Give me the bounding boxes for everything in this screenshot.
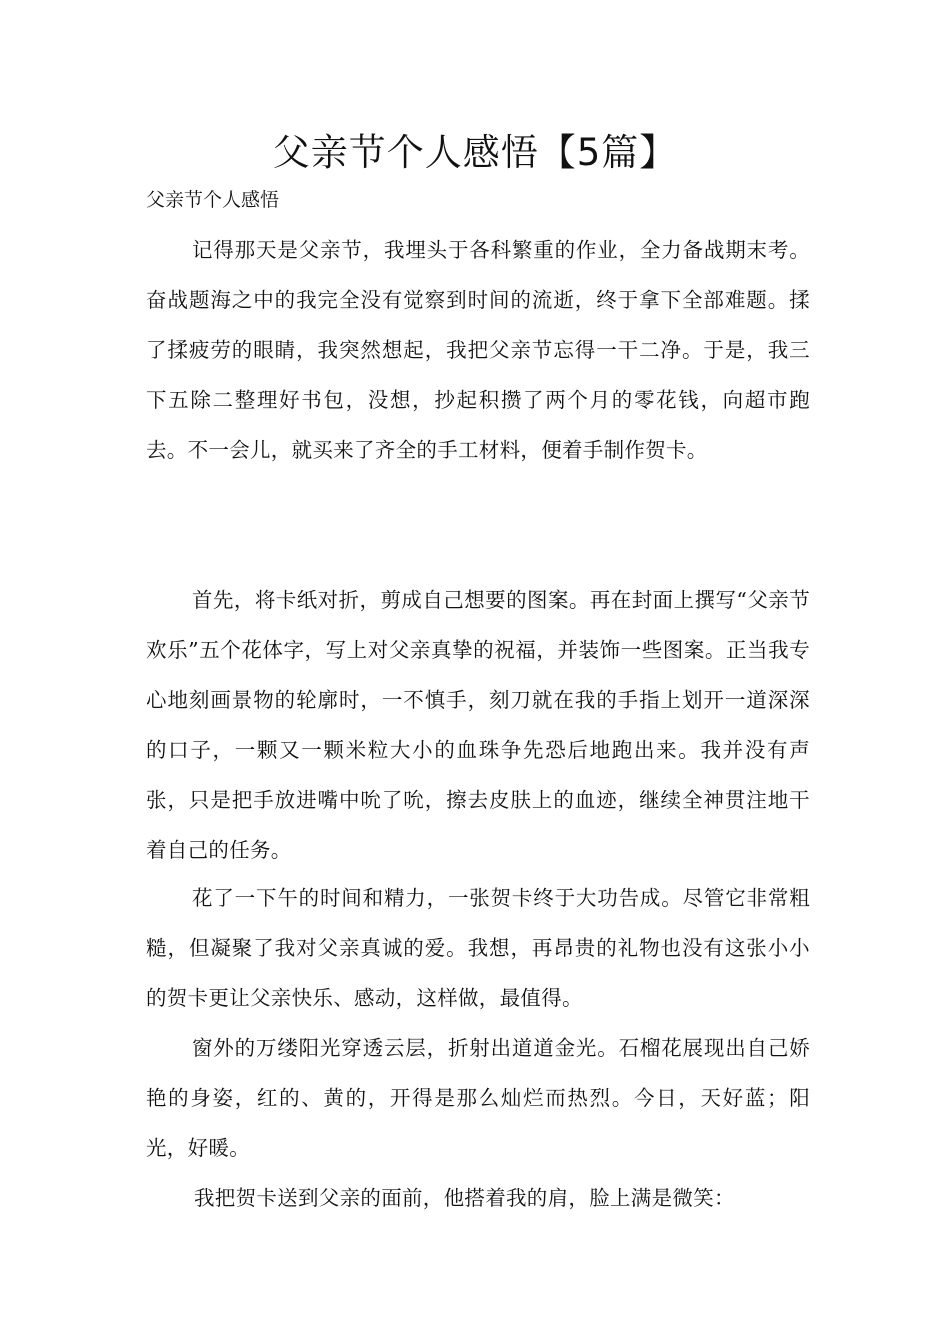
document-subtitle: 父亲节个人感悟 <box>146 189 280 211</box>
paragraph-5: 我把贺卡送到父亲的面前，他搭着我的肩，脸上满是微笑： <box>194 1186 735 1210</box>
paragraph-3: 花了一下午的时间和精力，一张贺卡终于大功告成。尽管它非常粗糙，但凝聚了我对父亲真诚的爱。我想，再昂贵的礼物也没有这张小小的贺卡更让父亲快乐、感动，这样做，最值得。 <box>146 886 810 1010</box>
paragraph-1: 记得那天是父亲节，我埋头于各科繁重的作业，全力备战期末考。奋战题海之中的我完全没有觉察到时间的流逝，终于拿下全部难题。揉了揉疲劳的眼睛，我突然想起，我把父亲节忘得一干二净。于是，我三下五除二整理好书包，没想，抄起积攒了两个月的零花钱，向超市跑去。不一会儿，就买来了齐全的手工材料，便着手制作贺卡。 <box>146 238 810 462</box>
document-title: 父亲节个人感悟【5篇】 <box>272 131 678 174</box>
paragraph-2: 首先，将卡纸对折，剪成自己想要的图案。再在封面上撰写“父亲节欢乐”五个花体字，写上对父亲真挚的祝福，并装饰一些图案。正当我专心地刻画景物的轮廓时，一不慎手，刻刀就在我的手指上划开一道深深的口子，一颗又一颗米粒大小的血珠争先恐后地跑出来。我并没有声张，只是把手放进嘴中吮了吮，擦去皮肤上的血迹，继续全神贯注地干着自己的任务。 <box>146 588 810 862</box>
paragraph-4: 窗外的万缕阳光穿透云层，折射出道道金光。石榴花展现出自己娇艳的身姿，红的、黄的，开得是那么灿烂而热烈。今日，天好蓝；阳光，好暖。 <box>146 1036 810 1160</box>
